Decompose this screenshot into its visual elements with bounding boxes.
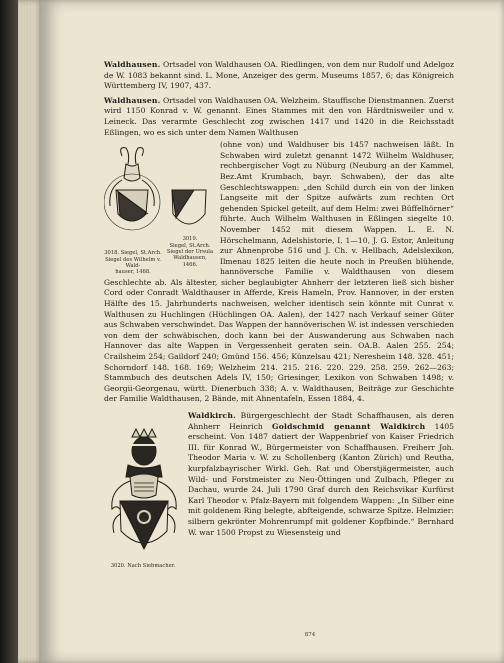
entry-headword: Waldhausen. <box>104 60 161 69</box>
entry-waldhausen-welzheim-cont <box>104 140 454 405</box>
figure-coat-of-arms <box>104 415 182 575</box>
caption-line: 3019. <box>182 236 198 243</box>
figure-seals <box>104 144 214 274</box>
caption-line: Siegel, St.Arch. <box>169 242 211 249</box>
caption-line: Siegel der Ursula <box>166 248 214 255</box>
page-number: 874 <box>304 632 316 638</box>
entry-text: (ohne von) und Waldhuser bis 1457 nachweisen läßt. In Schwaben wird zuletzt genannt 1472 Wilhelm Waldhuser, rechbergischer Vogt zu Nüburg (Neuburg an der Kammel, Bez.Amt Krumbach, bayr. Schwaben), der das alte Geschlechtswappen: „den Schild durch ein von der linken Langseite mit der Spitze aufwärts zum rechten Ort gehenden Spickel geteilt, auf dem Helm: zwei Büffelhörner“ führte. Auch Wilhelm Walthusen in Eßlingen siegelte 10. November 1452 mit diesem Wappen. L. E. N. Hörschelmann, Adelshistorie, I, 1—10, J. G. Estor, Anleitung zur Ahnenprobe 516 und J. Ch. v. Hellbach, Adelslexikon, Ilmenau 1825 leiten die heute noch in Preußen blühende, hannöversche Familie v. Waldthausen von diesem Geschlechte ab. Als ältester, sicher beglaubigter Ahnherr der letzteren ließ sich bisher Cord oder Conradt Waldthauser in Afferde, Kreis Hameln, Prov. Hannover, in der ersten Hälfte des 15. Jahrhunderts nachweisen, welcher identisch sein könnte mit Cunrat v. Walthusen zu Huchlingen (Hüchlingen OA. Aalen), der 1427 nach Verkauf seiner Güter aus Schwaben verschwindet. Das Wappen der hannöverischen W. ist indessen verschieden von dem der schwäbischen, doch kann bei der Auswanderung aus Schwaben nach Hannover das alte Wappen in Vergessenheit geraten sein. OA.B. Aalen 255. 254; Crailsheim 254; Gaildorf 240; Gmünd 156. 456; Künzelsau 421; Neresheim 148. 328. 451; Schorndorf 148. 168. 169; Welzheim 214. 215. 216. 220. 229. 258. 259. 262—263; Stammbuch des deutschen Adels IV, 150; Griesinger, Lexikon von Schwaben 1498; v. Georgii-Georgenau, württ. Dienerbuch 338; A. v. Waldthausen, Beiträge zur Geschichte der Familie Waldthausen, 2 Bände, mit Ahnentafeln, Essen 1884, 4. <box>104 140 454 404</box>
entry-text: 1405 erscheint. Von 1487 datiert der Wappenbrief von Kaiser Friedrich III. für Konrad W., Bürgermeister von Schaffhausen. Freiherr Joh. Theodor Maria v. W. zu Schollenberg (Kanton Zürich) und Reutha, kurpfalzbayrischer Wirkl. Geh. Rat und Oberstjägermeister, auch Wild- und Forstmeister zu Neu-Öttingen und Zulbach, Pfleger zu Dachau, wurde 24. Juli 1790 Graf durch den Reichsvikar Kurfürst Karl Theodor v. Pfalz-Bayern mit folgendem Wappen: „In Silber eine mit goldenem Ring belegte, abfteigende, schwarze Spitze. Helmzier: silbern gekrönter Mohrenrumpf mit goldener Kopfbinde.“ Bernhard W. war 1500 Propst zu Wiesensteig und <box>188 421 454 537</box>
caption-line: Siegel des Wilhelm v. Wald- <box>105 256 161 269</box>
entry-headword: Waldhausen. <box>104 95 161 105</box>
figure-caption-3020 <box>104 563 182 569</box>
entry-waldhausen-welzheim <box>104 96 454 138</box>
moor-bust-coat-of-arms-icon <box>104 425 182 575</box>
page-text-column <box>104 60 454 575</box>
entry-headword: Waldkirch. <box>188 411 236 420</box>
entry-text: Bürgergeschlecht der Stadt Schaffhausen, als deren Ahnherr Heinrich <box>188 411 454 431</box>
caption-line: 3020. Nach Siebmacher. <box>110 563 176 569</box>
figure-caption-3018 <box>104 250 162 276</box>
entry-waldkirch <box>104 409 454 569</box>
caption-line: Waldhausen, 1466. <box>173 255 207 268</box>
entry-waldhausen-riedlingen <box>104 60 454 92</box>
entry-bold-name: Goldschmid genannt Waldkirch <box>272 421 426 431</box>
caption-line: hauser, 1468. <box>115 269 151 276</box>
entry-text: Ortsadel von Waldhausen OA. Welzheim. Stauffische Dienstmannen. Zuerst wird 1150 Konrad v. W. genannt. Eines Stammes mit den von Härdtnisweiler und v. Leineck. Das verarmte Geschlecht zog zwischen 1417 und 1420 in die Reichsstadt Eßlingen, wo es sich unter dem Namen Walthusen <box>104 95 454 137</box>
entry-text: Ortsadel von Waldhausen OA. Riedlingen, von dem nur Rudolf und Adelgoz de W. 1083 bekannt sind. L. Mone, Anzeiger des germ. Museums 1857, 6; das Königreich Württemberg IV, 1907, 437. <box>104 60 454 91</box>
caption-line: 3018. Siegel, St.Arch. <box>104 250 162 257</box>
figure-caption-3019 <box>166 236 214 268</box>
